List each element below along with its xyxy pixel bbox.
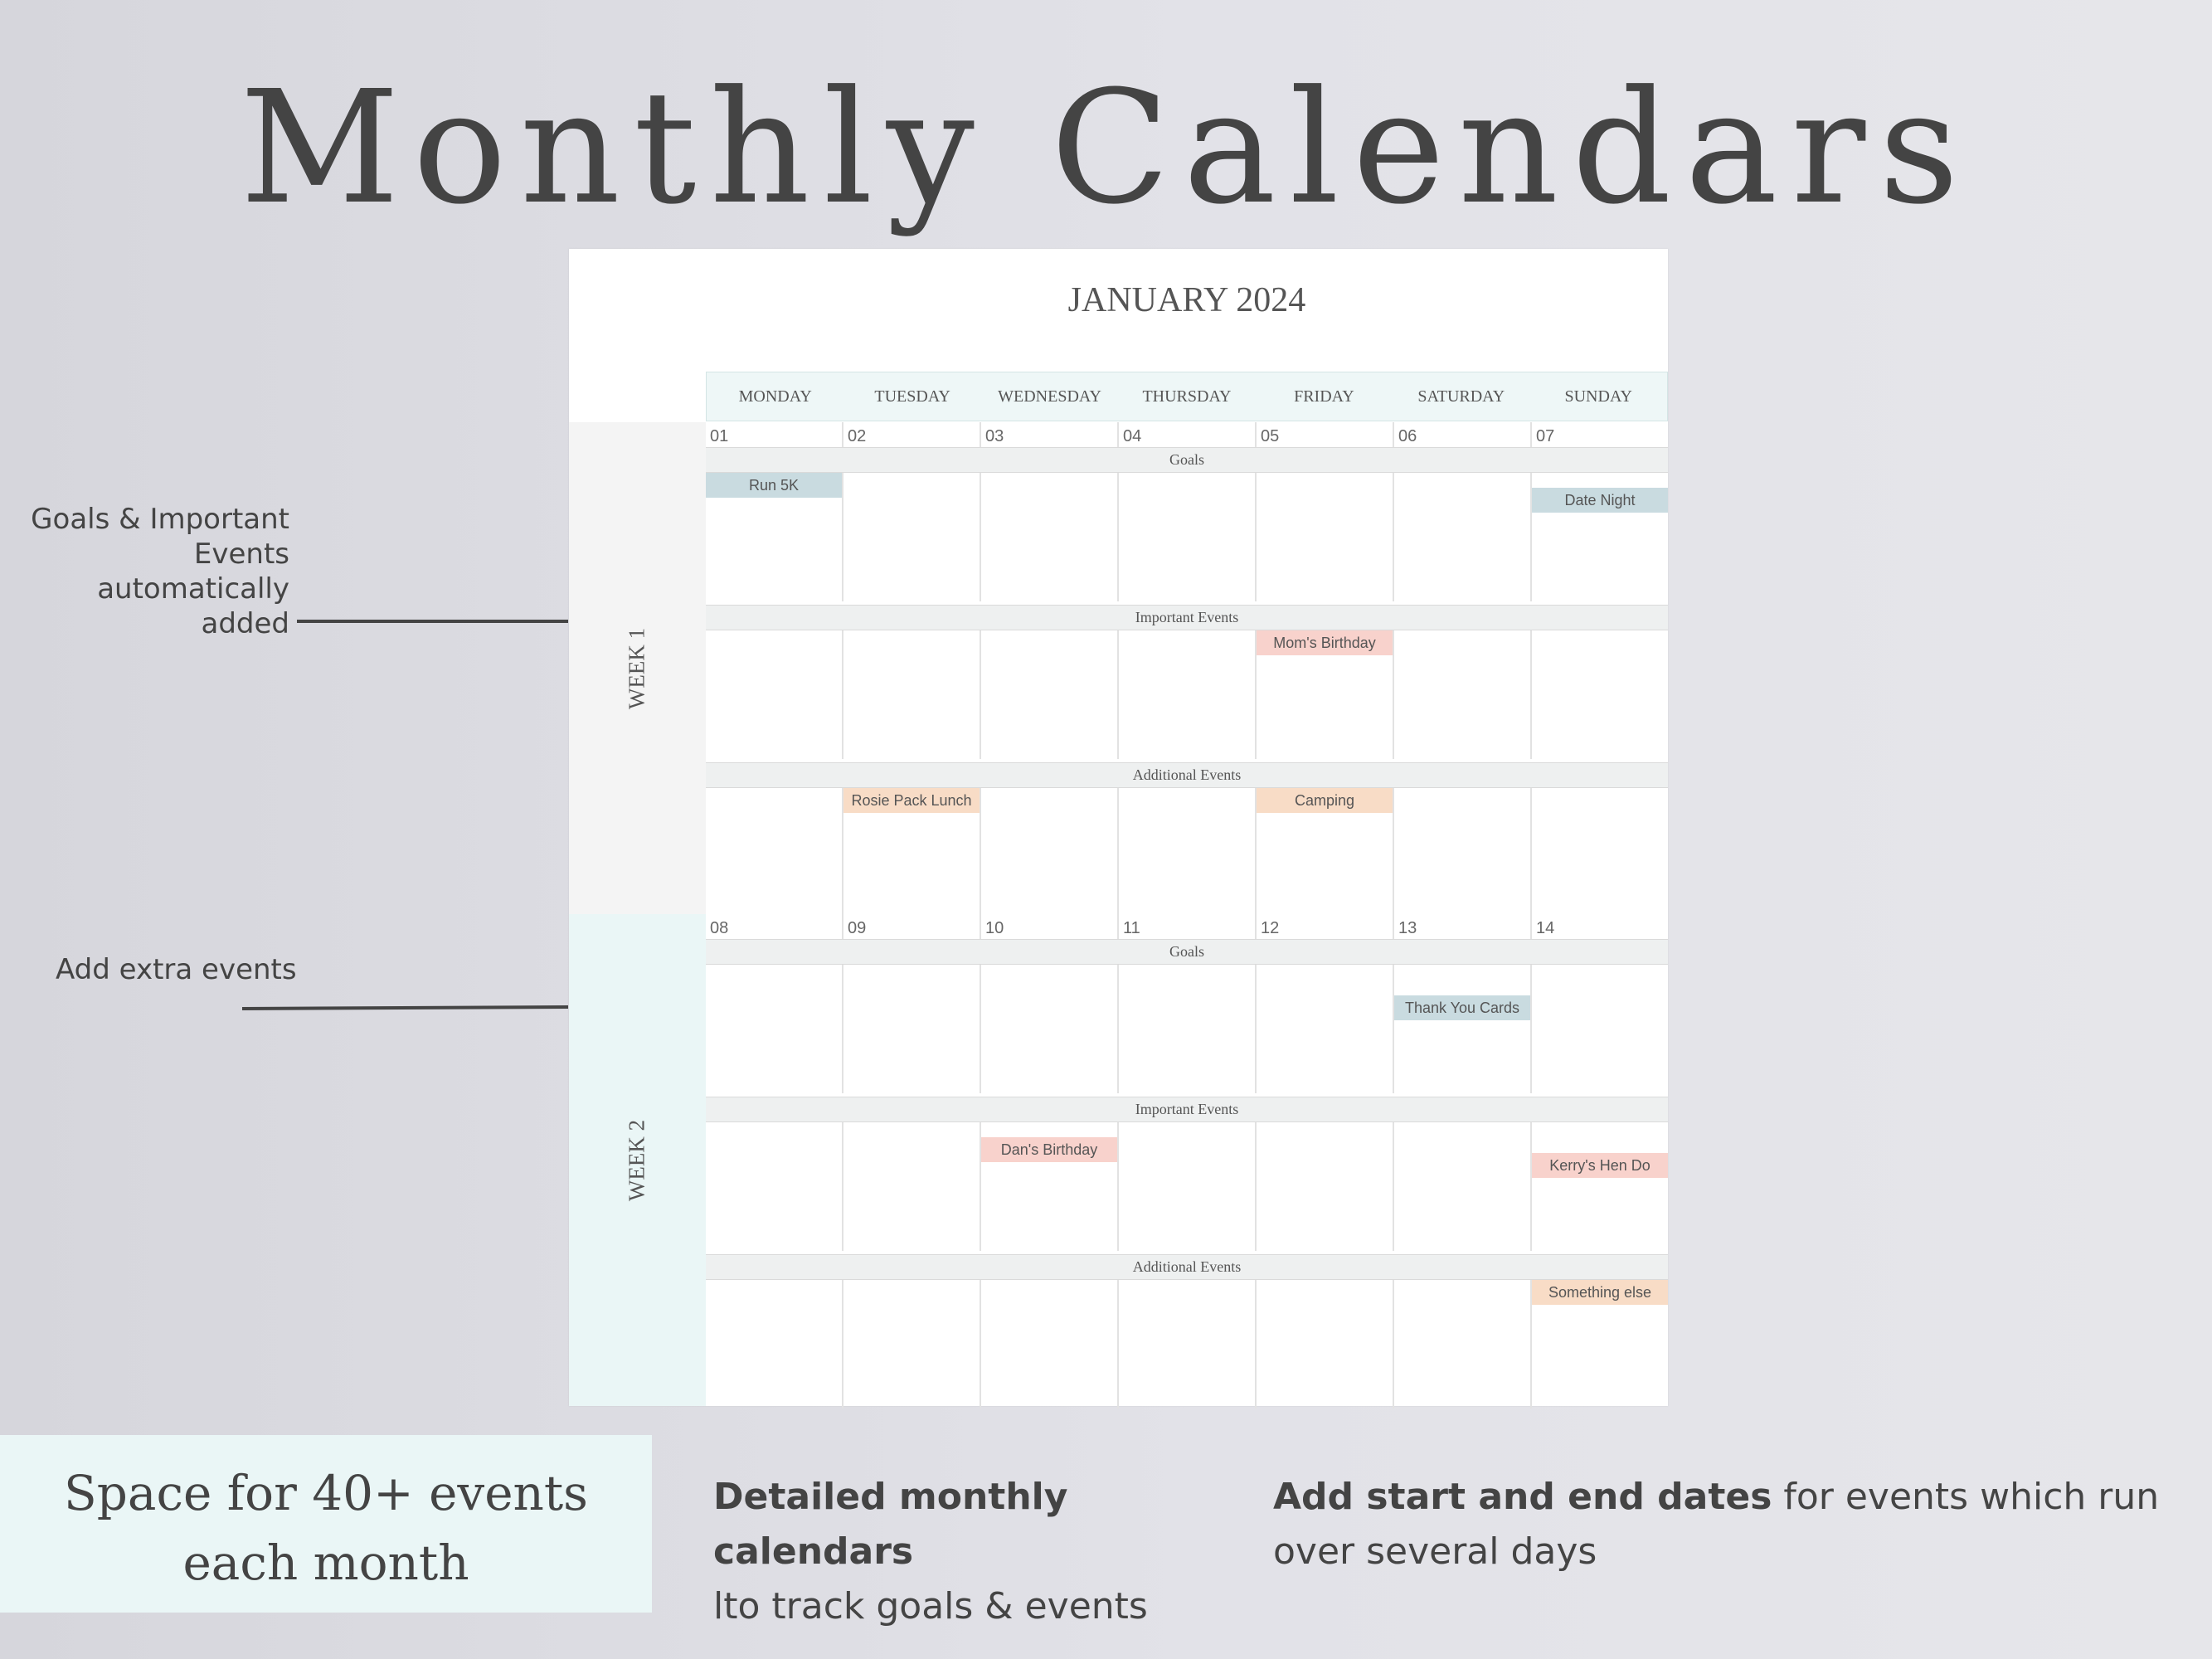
week-1-goals-header: Goals — [706, 447, 1668, 473]
date-number: 13 — [1393, 914, 1530, 939]
week-2-additional-events-header: Additional Events — [706, 1254, 1668, 1280]
event-additional-events[interactable]: Something else — [1532, 1280, 1668, 1305]
event-goals[interactable]: Thank You Cards — [1394, 995, 1530, 1020]
week-1-date-row — [706, 422, 1668, 447]
date-number: 02 — [842, 422, 980, 447]
day-cell[interactable] — [980, 473, 1117, 601]
week-1 — [569, 422, 1668, 914]
feature-monthly-calendars-title: Detailed monthly calendars — [713, 1476, 1068, 1573]
date-number: 04 — [1117, 422, 1255, 447]
day-cell[interactable] — [842, 473, 980, 601]
day-header-sunday: SUNDAY — [1564, 387, 1632, 406]
day-cell[interactable] — [1117, 965, 1255, 1093]
day-cell[interactable] — [706, 1280, 842, 1408]
event-additional-events[interactable]: Camping — [1257, 788, 1393, 813]
day-cell[interactable] — [706, 630, 842, 759]
day-cell[interactable] — [980, 1280, 1117, 1408]
feature-highlight-box — [0, 1435, 652, 1613]
day-cell[interactable] — [980, 1122, 1117, 1251]
day-header-monday: MONDAY — [738, 387, 812, 406]
day-header-row — [706, 372, 1668, 421]
day-cell[interactable] — [842, 1280, 980, 1408]
callout-goals-events — [0, 502, 289, 641]
feature-monthly-calendars-desc: lto track goals & events — [713, 1585, 1148, 1627]
date-number: 06 — [1393, 422, 1530, 447]
week-1-label-column — [569, 422, 706, 914]
week-2-label: WEEK 2 — [624, 1119, 649, 1201]
day-cell[interactable] — [1117, 1122, 1255, 1251]
day-cell[interactable] — [1393, 1122, 1530, 1251]
feature-highlight-text: Space for 40+ events each month — [64, 1465, 588, 1591]
date-number: 14 — [1530, 914, 1668, 939]
day-cell[interactable] — [1393, 630, 1530, 759]
day-cell[interactable] — [1117, 788, 1255, 917]
week-2-grid — [706, 914, 1668, 1406]
event-goals[interactable]: Run 5K — [706, 473, 842, 498]
day-cell[interactable] — [1530, 788, 1668, 917]
event-goals[interactable]: Date Night — [1532, 488, 1668, 513]
event-important-events[interactable]: Dan's Birthday — [981, 1137, 1117, 1162]
date-number: 10 — [980, 914, 1117, 939]
week-2-goals-header: Goals — [706, 939, 1668, 965]
day-cell[interactable] — [842, 965, 980, 1093]
week-2-label-column — [569, 914, 706, 1406]
day-header-friday: FRIDAY — [1294, 387, 1354, 406]
feature-start-end-dates-title: Add start and end dates — [1273, 1476, 1772, 1518]
day-cell[interactable] — [980, 965, 1117, 1093]
day-cell[interactable] — [1393, 473, 1530, 601]
day-cell[interactable] — [1117, 473, 1255, 601]
week-1-grid — [706, 422, 1668, 914]
calendar-sheet — [569, 249, 1668, 1406]
week-1-goals-row — [706, 473, 1668, 601]
day-cell[interactable] — [1530, 630, 1668, 759]
week-1-important-events-row — [706, 630, 1668, 759]
date-number: 08 — [710, 919, 729, 937]
feature-start-end-dates-desc: for events which run over several days — [1273, 1476, 2160, 1573]
event-important-events[interactable]: Kerry's Hen Do — [1532, 1153, 1668, 1178]
day-cell[interactable] — [1393, 1280, 1530, 1408]
day-cell[interactable] — [1255, 1280, 1393, 1408]
month-title: JANUARY 2024 — [1067, 281, 1306, 319]
day-cell[interactable] — [1255, 1122, 1393, 1251]
day-cell[interactable] — [1530, 1122, 1668, 1251]
day-header-thursday: THURSDAY — [1142, 387, 1232, 406]
day-cell[interactable] — [1530, 1280, 1668, 1408]
page-title: Monthly Calendars — [240, 57, 1972, 239]
day-cell[interactable] — [980, 788, 1117, 917]
week-2-additional-events-row — [706, 1280, 1668, 1408]
callout-extra-events: Add extra events — [56, 953, 297, 986]
date-number: 07 — [1530, 422, 1668, 447]
event-additional-events[interactable]: Rosie Pack Lunch — [843, 788, 980, 813]
day-cell[interactable] — [1393, 965, 1530, 1093]
week-2-date-row — [706, 914, 1668, 939]
day-cell[interactable] — [706, 473, 842, 601]
week-2-goals-row — [706, 965, 1668, 1093]
day-header-wednesday: WEDNESDAY — [998, 387, 1101, 406]
week-1-important-events-header: Important Events — [706, 605, 1668, 630]
date-number: 03 — [980, 422, 1117, 447]
day-cell[interactable] — [706, 788, 842, 917]
callout-goals-line-1: Goals & Important — [31, 503, 289, 536]
feature-start-end-dates — [1273, 1470, 2194, 1579]
day-cell[interactable] — [1530, 965, 1668, 1093]
callout-goals-line-2: Events — [193, 538, 289, 571]
week-1-additional-events-row — [706, 788, 1668, 917]
callout-extra-pointer — [242, 1005, 568, 1010]
event-important-events[interactable]: Mom's Birthday — [1257, 630, 1393, 655]
date-number: 09 — [842, 914, 980, 939]
day-cell[interactable] — [842, 630, 980, 759]
week-2-important-events-header: Important Events — [706, 1097, 1668, 1122]
day-cell[interactable] — [1393, 788, 1530, 917]
day-cell[interactable] — [842, 788, 980, 917]
week-1-label: WEEK 1 — [624, 627, 649, 709]
day-cell[interactable] — [1117, 1280, 1255, 1408]
callout-goals-pointer — [297, 620, 568, 623]
day-cell[interactable] — [1255, 630, 1393, 759]
day-cell[interactable] — [980, 630, 1117, 759]
day-cell[interactable] — [706, 965, 842, 1093]
day-cell[interactable] — [1530, 473, 1668, 601]
feature-monthly-calendars — [713, 1470, 1261, 1634]
day-cell[interactable] — [1255, 965, 1393, 1093]
date-number: 12 — [1255, 914, 1393, 939]
day-cell[interactable] — [1255, 473, 1393, 601]
week-2 — [569, 914, 1668, 1406]
date-number: 11 — [1117, 914, 1255, 939]
week-2-important-events-row — [706, 1122, 1668, 1251]
day-cell[interactable] — [1117, 630, 1255, 759]
date-number: 05 — [1255, 422, 1393, 447]
day-header-saturday: SATURDAY — [1417, 387, 1505, 406]
week-1-additional-events-header: Additional Events — [706, 762, 1668, 788]
day-cell[interactable] — [706, 1122, 842, 1251]
day-cell[interactable] — [1255, 788, 1393, 917]
day-header-tuesday: TUESDAY — [874, 387, 950, 406]
day-cell[interactable] — [842, 1122, 980, 1251]
callout-goals-line-3: automatically added — [97, 572, 289, 640]
date-number: 01 — [710, 427, 729, 445]
